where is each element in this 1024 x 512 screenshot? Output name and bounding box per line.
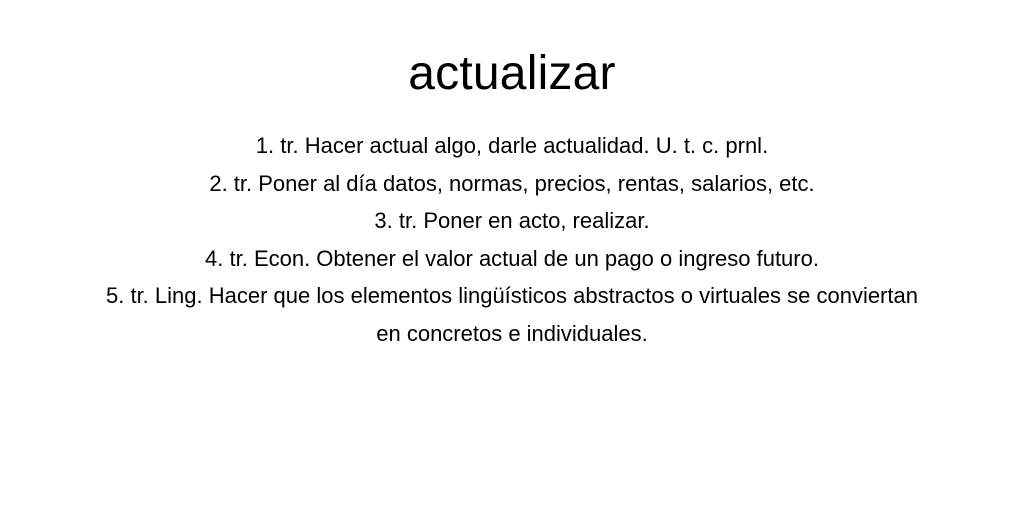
definition-item: 1. tr. Hacer actual algo, darle actualidad. U. t. c. prnl. [255, 133, 769, 158]
definition-item: 5. tr. Ling. Hacer que los elementos lingüísticos abstractos o virtuales se conviertan en concretos e individuales. [106, 283, 918, 346]
definition-item: 2. tr. Poner al día datos, normas, precios, rentas, salarios, etc. [209, 170, 815, 196]
definition-item: 4. tr. Econ. Obtener el valor actual de un pago o ingreso futuro. [205, 245, 819, 271]
headword-title: actualizar [408, 47, 616, 100]
definition-list [96, 127, 928, 352]
definition-item: 3. tr. Poner en acto, realizar. [374, 208, 650, 233]
